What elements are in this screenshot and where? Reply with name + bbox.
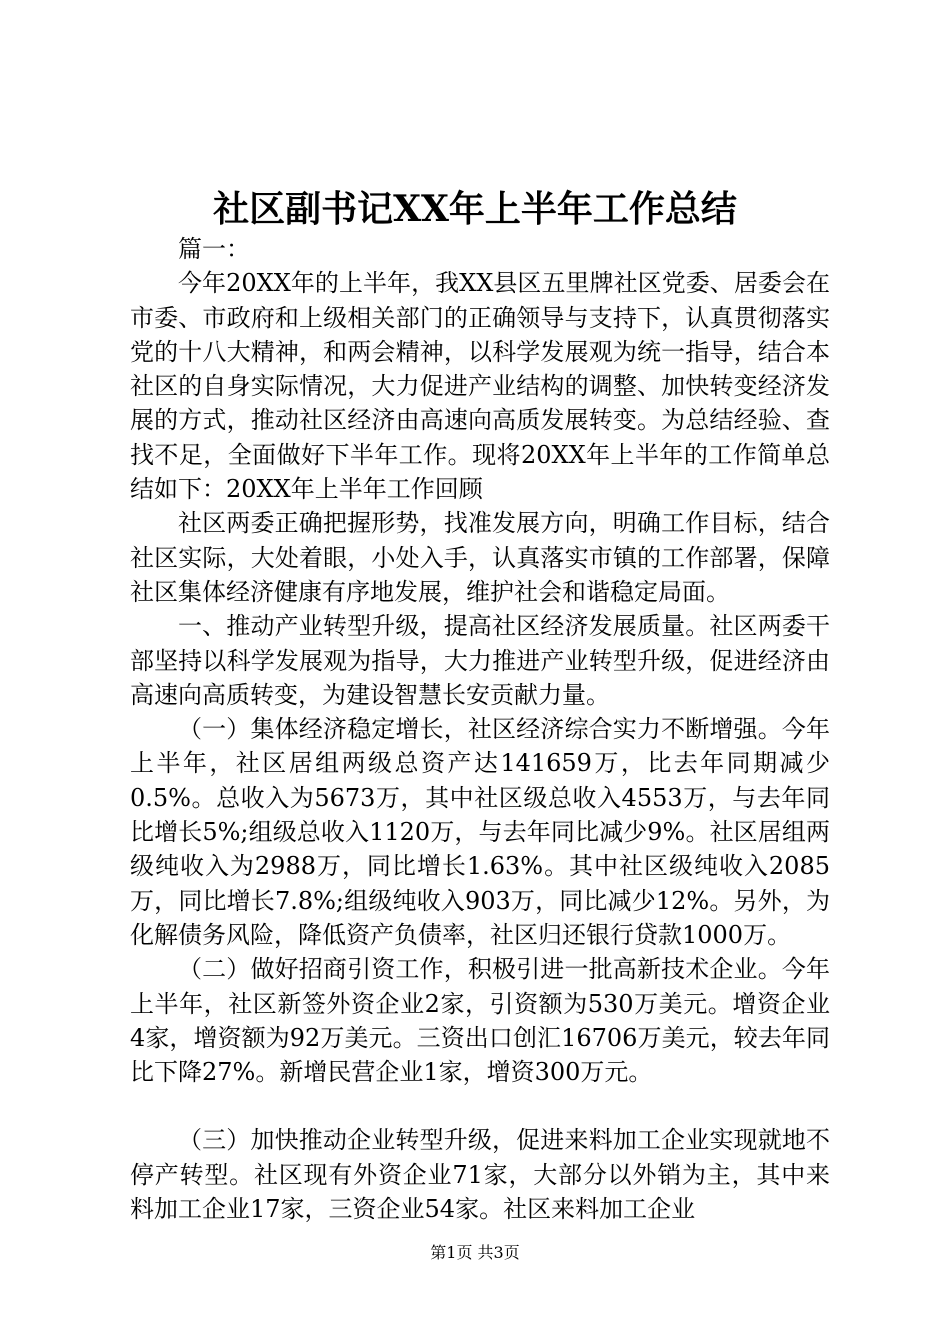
document-body: [130, 232, 830, 1226]
paragraph-overview: 社区两委正确把握形势，找准发展方向，明确工作目标，结合社区实际，大处着眼，小处入手，认真落实市镇的工作部署，保障社区集体经济健康有序地发展，维护社会和谐稳定局面。: [130, 509, 830, 606]
paragraph-intro: 今年20XX年的上半年，我XX县区五里牌社区党委、居委会在市委、市政府和上级相关部门的正确领导与支持下，认真贯彻落实党的十八大精神，和两会精神，以科学发展观为统一指导，结合本社区的自身实际情况，大力促进产业结构的调整、加快转变经济发展的方式，推动社区经济由高速向高质发展转变。为总结经验、查找不足，全面做好下半年工作。现将20XX年上半年的工作简单总结如下：20XX年上半年工作回顾: [130, 269, 830, 504]
document-title: 社区副书记XX年上半年工作总结: [213, 188, 737, 230]
paragraph-item-three: （三）加快推动企业转型升级，促进来料加工企业实现就地不停产转型。社区现有外资企业71家，大部分以外销为主，其中来料加工企业17家，三资企业54家。社区来料加工企业: [130, 1126, 830, 1224]
paragraph-item-two: （二）做好招商引资工作，积极引进一批高新技术企业。今年上半年，社区新签外资企业2家，引资额为530万美元。增资企业4家，增资额为92万美元。三资出口创汇16706万美元，较去年同比下降27%。新增民营企业1家，增资300万元。: [130, 955, 830, 1087]
paragraph-section-one: 一、推动产业转型升级，提高社区经济发展质量。社区两委干部坚持以科学发展观为指导，大力推进产业转型升级，促进经济由高速向高质转变，为建设智慧长安贡献力量。: [130, 612, 830, 709]
paragraph-item-one: （一）集体经济稳定增长，社区经济综合实力不断增强。今年上半年，社区居组两级总资产达141659万，比去年同期减少0.5%。总收入为5673万，其中社区级总收入4553万，与去年同比增长5%;组级总收入1120万，与去年同比减少9%。社区居组两级纯收入为2988万，同比增长1.63%。其中社区级纯收入2085万，同比增长7.8%;组级纯收入903万，同比减少12%。另外，为化解债务风险，降低资产负债率，社区归还银行贷款1000万。: [130, 715, 830, 949]
page-footer: 第1页 共3页: [430, 1243, 520, 1262]
paragraph-spacer: [130, 1089, 830, 1123]
section-heading: 篇一：: [178, 235, 250, 263]
